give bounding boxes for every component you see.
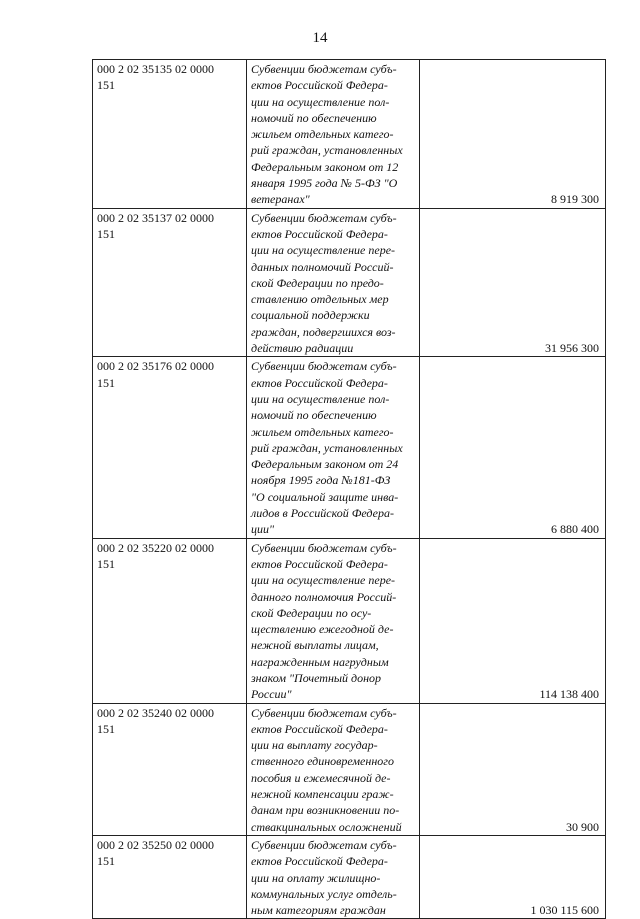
table-row (93, 60, 606, 209)
budget-code: 000 2 02 35250 02 0000 151 (93, 835, 247, 918)
row-description: Субвенции бюджетам субъ- ектов Российской Федера- ции на осуществление пере- данного полномочия Россий- ской Федерации по осу- ществлению ежегодной де- нежной выплаты лицам, награжденным нагрудным знаком "Почетный донор России" (247, 538, 420, 703)
row-description: Субвенции бюджетам субъ- ектов Российской Федера- ции на осуществление пол- номочий по обеспечению жильем отдельных катего- рий граждан, установленных Федеральным законом от 24 ноября 1995 года №181-ФЗ "О социальной защите инва- лидов в Российской Федера- ции" (247, 357, 420, 538)
budget-code: 000 2 02 35176 02 0000 151 (93, 357, 247, 538)
table-row (93, 703, 606, 835)
row-description: Субвенции бюджетам субъ- ектов Российской Федера- ции на осуществление пол- номочий по обеспечению жильем отдельных катего- рий граждан, установленных Федеральным законом от 12 января 1995 года № 5-ФЗ "О ветеранах" (247, 60, 420, 209)
row-amount: 30 900 (420, 703, 606, 835)
row-amount: 6 880 400 (420, 357, 606, 538)
budget-code: 000 2 02 35137 02 0000 151 (93, 208, 247, 357)
table-row (93, 538, 606, 703)
budget-code: 000 2 02 35220 02 0000 151 (93, 538, 247, 703)
row-description: Субвенции бюджетам субъ- ектов Российской Федера- ции на оплату жилищно- коммунальных услуг отдель- ным категориям граждан (247, 835, 420, 918)
row-amount: 1 030 115 600 (420, 835, 606, 918)
row-description: Субвенции бюджетам субъ- ектов Российской Федера- ции на выплату государ- ственного единовременного пособия и ежемесячной де- нежной компенсации граж- данам при возникновении по- ствакцинальных осложнений (247, 703, 420, 835)
table-row (93, 208, 606, 357)
row-amount: 8 919 300 (420, 60, 606, 209)
table-row (93, 835, 606, 918)
budget-code: 000 2 02 35240 02 0000 151 (93, 703, 247, 835)
row-description: Субвенции бюджетам субъ- ектов Российской Федера- ции на осуществление пере- данных полномочий Россий- ской Федерации по предо- ставлению отдельных мер социальной поддержки граждан, подвергшихся воз- действию радиации (247, 208, 420, 357)
budget-table (92, 59, 606, 919)
page-number: 14 (312, 30, 328, 46)
table-row (93, 357, 606, 538)
budget-code: 000 2 02 35135 02 0000 151 (93, 60, 247, 209)
row-amount: 114 138 400 (420, 538, 606, 703)
row-amount: 31 956 300 (420, 208, 606, 357)
